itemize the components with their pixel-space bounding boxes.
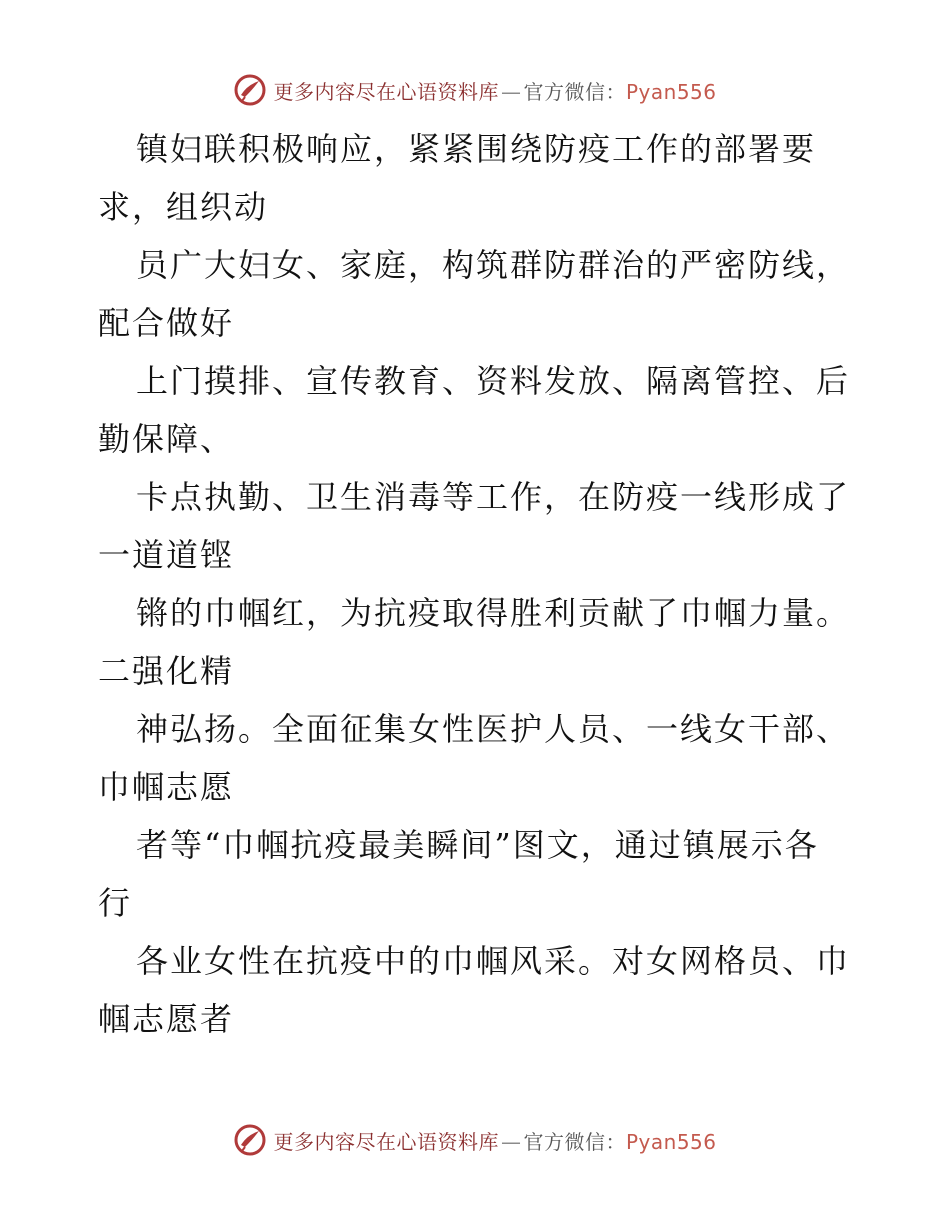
watermark-dash: —: [500, 79, 522, 104]
document-body: [98, 120, 858, 1048]
paragraph-line: 行: [98, 884, 133, 922]
watermark-prefix: 更多内容尽在心语资料库: [273, 1129, 499, 1154]
paragraph-line: 神弘扬。全面征集女性医护人员、一线女干部、: [136, 710, 851, 748]
watermark-id: Pyan556: [625, 79, 717, 104]
pen-logo-icon: [233, 1123, 267, 1157]
footer-watermark: [0, 1120, 950, 1160]
paragraph-line: 巾帼志愿: [98, 768, 235, 806]
paragraph-line: 各业女性在抗疫中的巾帼风采。对女网格员、巾: [136, 942, 851, 980]
paragraph-line: 二强化精: [98, 652, 235, 690]
pen-logo-icon: [233, 73, 267, 107]
header-watermark: [0, 70, 950, 110]
paragraph-line: 员广大妇女、家庭，构筑群防群治的严密防线，: [136, 246, 851, 284]
watermark-dash: —: [500, 1129, 522, 1154]
paragraph-line: 一道道铿: [98, 536, 235, 574]
paragraph-line: 上门摸排、宣传教育、资料发放、隔离管控、后: [136, 362, 851, 400]
paragraph-line: 勤保障、: [98, 420, 235, 458]
watermark-id: Pyan556: [625, 1129, 717, 1154]
watermark-prefix: 更多内容尽在心语资料库: [273, 79, 499, 104]
paragraph-line: 者等“巾帼抗疫最美瞬间”图文，通过镇展示各: [136, 826, 819, 864]
paragraph-line: 帼志愿者: [98, 1000, 235, 1038]
watermark-label: 官方微信：: [523, 1129, 626, 1154]
watermark-label: 官方微信：: [523, 79, 626, 104]
paragraph-line: 镇妇联积极响应，紧紧围绕防疫工作的部署要: [136, 130, 817, 168]
paragraph-line: 锵的巾帼红，为抗疫取得胜利贡献了巾帼力量。: [136, 594, 851, 632]
paragraph-line: 求，组织动: [98, 188, 269, 226]
paragraph-line: 卡点执勤、卫生消毒等工作，在防疫一线形成了: [136, 478, 851, 516]
paragraph-line: 配合做好: [98, 304, 235, 342]
